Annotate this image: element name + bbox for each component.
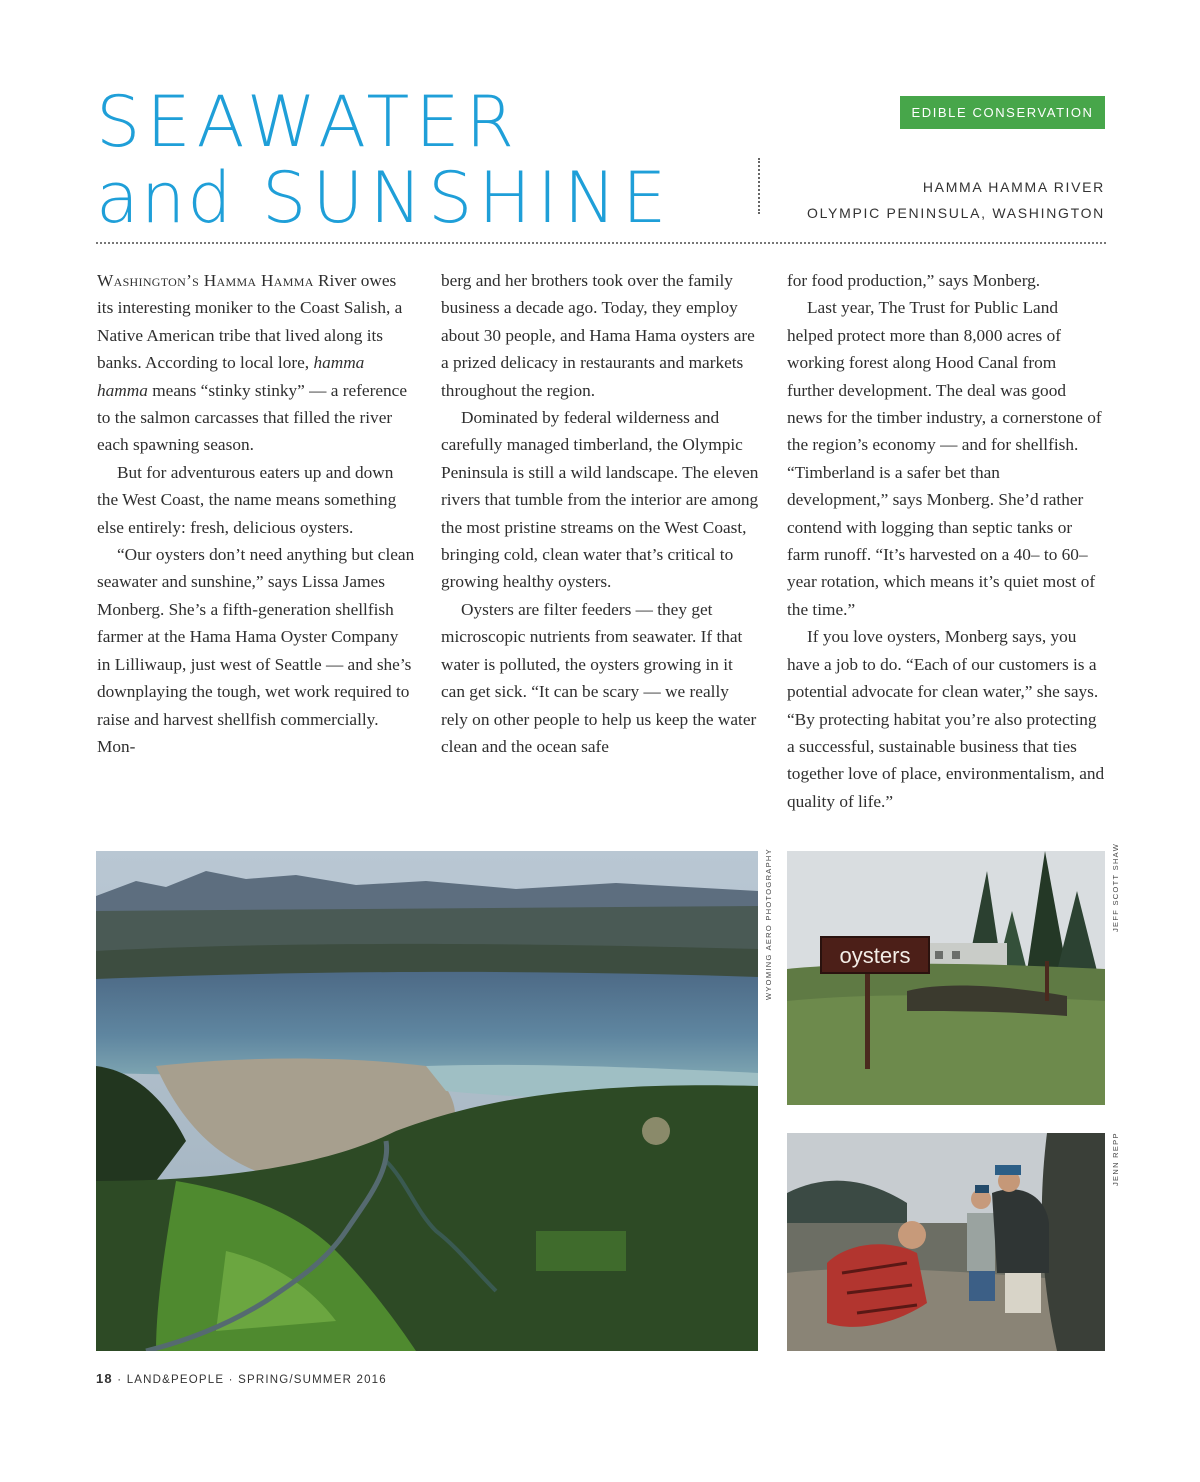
article-column-1 — [97, 267, 415, 760]
sign-photo-illustration — [787, 851, 1105, 1105]
paragraph: “Our oysters don’t need anything but clean seawater and sunshine,” says Lissa James Monberg. She’s a fifth-generation shellfish farmer at the Hama Hama Oyster Company in Lilliwaup, just west of Seattle — and she’s downplaying the tough, wet work required to raise and harvest shellfish commercially. Mon- — [97, 545, 415, 756]
lead-in: Washington’s Hamma Hamma — [97, 271, 314, 290]
text-run: means “stinky stinky” — a reference to the salmon carcasses that filled the river each spawning season. — [97, 380, 408, 455]
paragraph: for food production,” says Monberg. — [787, 271, 1041, 290]
paragraph: berg and her brothers took over the family business a decade ago. Today, they employ about 30 people, and Hama Hama oysters are a prized delicacy in restaurants and markets throughout the region. — [441, 271, 755, 400]
location-river: HAMMA HAMMA RIVER — [922, 179, 1105, 195]
location-label — [807, 174, 1105, 226]
people-photo-illustration — [787, 1133, 1105, 1351]
photo-credit-aerial: WYOMING AERO PHOTOGRAPHY — [764, 848, 773, 1000]
title-line-2 — [96, 157, 673, 239]
text-run: River owes its interesting moniker to the Coast Salish, a Native American tribe that lived along its banks. According to local lore, — [97, 271, 403, 373]
publication-info: · LAND&PEOPLE · SPRING/SUMMER 2016 — [112, 1374, 387, 1386]
people-oyster-tasting-photo — [787, 1133, 1105, 1351]
paragraph: Oysters are filter feeders — they get microscopic nutrients from seawater. If that water is polluted, the oysters growing in it can get sick. “It can be scary — we really rely on other people to help us keep the water clean and the ocean safe — [441, 599, 757, 756]
paragraph: Dominated by federal wilderness and carefully managed timberland, the Olympic Peninsula is still a wild landscape. The eleven rivers that tumble from the interior are among the most pristine streams on the West Coast, bringing cold, clean water that’s critical to growing healthy oysters. — [441, 408, 759, 592]
article-column-3 — [787, 267, 1105, 815]
aerial-river-delta-photo — [96, 851, 758, 1351]
title-line-1: SEAWATER — [96, 81, 521, 163]
title-sunshine: SUNSHINE — [261, 157, 673, 239]
article-column-2 — [441, 267, 759, 760]
horizontal-divider — [96, 242, 1106, 244]
paragraph: Last year, The Trust for Public Land helped protect more than 8,000 acres of working forest along Hood Canal from further development. The deal was good news for the timber industry, a cornerstone of the region’s economy — and for shellfish. “Timberland is a safer bet than development,” says Monberg. She’d rather contend with logging than septic tanks or farm runoff. “It’s harvested on a 40– to 60–year rotation, which means it’s quiet most of the time.” — [787, 298, 1102, 619]
aerial-photo-illustration — [96, 851, 758, 1351]
photo-credit-people: JENN REPP — [1111, 1132, 1120, 1186]
page-number: 18 — [96, 1371, 113, 1386]
title-and: and — [96, 157, 234, 239]
paragraph: But for adventurous eaters up and down the West Coast, the name means something else entirely: fresh, delicious oysters. — [97, 462, 397, 537]
paragraph: If you love oysters, Monberg says, you have a job to do. “Each of our customers is a potential advocate for clean water,” she says. “By protecting habitat you’re also protecting a successful, sustainable business that ties together love of place, environmentalism, and quality of life.” — [787, 627, 1105, 811]
photo-credit-sign: JEFF SCOTT SHAW — [1111, 842, 1120, 932]
paragraph — [97, 267, 415, 459]
location-region: OLYMPIC PENINSULA, WASHINGTON — [807, 205, 1105, 221]
oysters-sign-photo — [787, 851, 1105, 1105]
article-title — [96, 81, 673, 239]
section-badge: EDIBLE CONSERVATION — [900, 96, 1105, 129]
vertical-divider — [758, 158, 760, 214]
page-footer — [96, 1371, 387, 1386]
sign-oysters-text: oysters — [839, 943, 911, 968]
emphasis: hamma hamma — [97, 353, 365, 400]
